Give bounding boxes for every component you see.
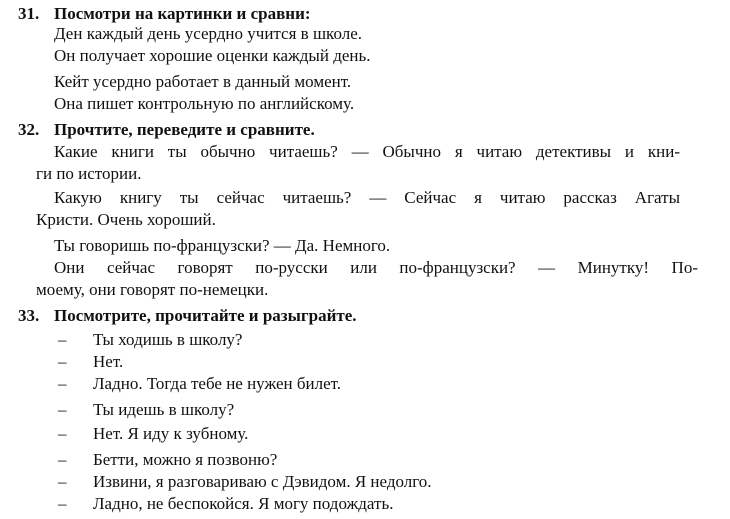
exercise-32-line-7: моему, они говорят по-немецки. [36, 280, 269, 299]
exercise-31-line-3: Кейт усердно работает в данный момент. [54, 72, 352, 91]
dialogue-line-6: Бетти, можно я позвоню? [93, 450, 278, 469]
dialogue-dash: – [58, 472, 67, 491]
exercise-31-line-2: Он получает хорошие оценки каждый день. [54, 46, 371, 65]
dialogue-line-7: Извини, я разговариваю с Дэвидом. Я недолго. [93, 472, 432, 491]
dialogue-line-3: Ладно. Тогда тебе не нужен билет. [93, 374, 342, 393]
exercise-32-heading [18, 120, 315, 140]
exercise-31-heading [18, 4, 311, 24]
exercise-32-line-5: Ты говоришь по-французски? — Да. Немного. [54, 236, 391, 255]
dialogue-dash: – [58, 330, 67, 349]
exercise-32-title: Прочтите, переведите и сравните. [54, 120, 315, 139]
exercise-33-heading [18, 306, 357, 326]
exercise-32-line-3: Какую книгу ты сейчас читаешь? — Сейчас я читаю рассказ Агаты [54, 188, 680, 207]
exercise-32-line-2: ги по истории. [36, 164, 142, 183]
dialogue-line-1: Ты ходишь в школу? [93, 330, 243, 349]
dialogue-dash: – [58, 352, 67, 371]
exercise-32-line-4: Кристи. Очень хороший. [36, 210, 216, 229]
exercise-31-line-4: Она пишет контрольную по английскому. [54, 94, 355, 113]
exercise-32-line-1: Какие книги ты обычно читаешь? — Обычно я читаю детективы и кни- [54, 142, 680, 161]
dialogue-line-8: Ладно, не беспокойся. Я могу подождать. [93, 494, 394, 513]
dialogue-dash: – [58, 400, 67, 419]
dialogue-line-5: Нет. Я иду к зубному. [93, 424, 249, 443]
dialogue-dash: – [58, 494, 67, 513]
exercise-31-number: 31. [18, 4, 40, 23]
dialogue-dash: – [58, 450, 67, 469]
dialogue-dash: – [58, 374, 67, 393]
exercise-32-number: 32. [18, 120, 40, 139]
exercise-32-line-6: Они сейчас говорят по-русски или по-французски? — Минутку! По- [54, 258, 698, 277]
dialogue-line-2: Нет. [93, 352, 124, 371]
exercise-33-title: Посмотрите, прочитайте и разыграйте. [54, 306, 357, 325]
exercise-33-number: 33. [18, 306, 40, 325]
dialogue-line-4: Ты идешь в школу? [93, 400, 235, 419]
exercise-31-line-1: Ден каждый день усердно учится в школе. [54, 24, 362, 43]
exercise-31-title: Посмотри на картинки и сравни: [54, 4, 311, 23]
dialogue-dash: – [58, 424, 67, 443]
